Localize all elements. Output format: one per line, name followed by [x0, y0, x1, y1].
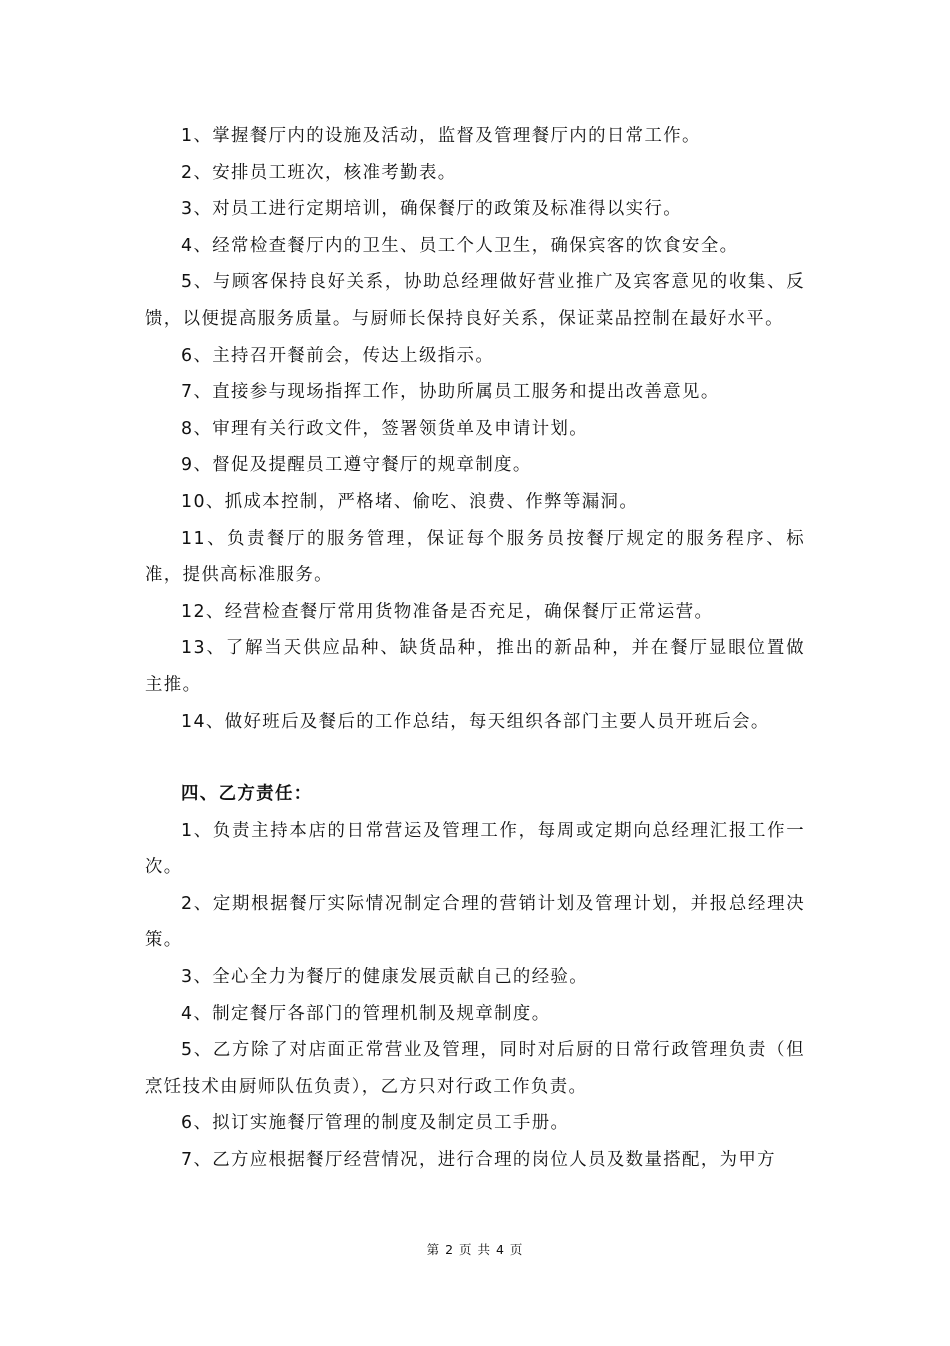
duties-list [145, 118, 805, 740]
duty-item-6: 6、主持召开餐前会，传达上级指示。 [181, 345, 495, 366]
duty-item-4: 4、经常检查餐厅内的卫生、员工个人卫生，确保宾客的饮食安全。 [181, 235, 739, 256]
duty-item-13: 13、了解当天供应品种、缺货品种，推出的新品种，并在餐厅显眼位置做主推。 [145, 638, 805, 695]
party-b-item-1: 1、负责主持本店的日常营运及管理工作，每周或定期向总经理汇报工作一次。 [145, 820, 805, 878]
duty-item-11: 11、负责餐厅的服务管理，保证每个服务员按餐厅规定的服务程序、标准，提供高标准服务。 [145, 528, 805, 586]
duty-item-5: 5、与顾客保持良好关系，协助总经理做好营业推广及宾客意见的收集、反馈，以便提高服务质量。与厨师长保持良好关系，保证菜品控制在最好水平。 [145, 272, 805, 329]
duty-item-3: 3、对员工进行定期培训，确保餐厅的政策及标准得以实行。 [181, 199, 683, 220]
section-heading-party-b: 四、乙方责任： [181, 784, 313, 805]
party-b-item-6: 6、拟订实施餐厅管理的制度及制定员工手册。 [181, 1113, 570, 1134]
party-b-item-5: 5、乙方除了对店面正常营业及管理，同时对后厨的日常行政管理负责（但烹饪技术由厨师队伍负责），乙方只对行政工作负责。 [145, 1040, 805, 1097]
party-b-item-3: 3、全心全力为餐厅的健康发展贡献自己的经验。 [181, 967, 589, 988]
duty-item-7: 7、直接参与现场指挥工作，协助所属员工服务和提出改善意见。 [181, 382, 720, 403]
document-body [145, 118, 805, 1179]
party-b-item-2: 2、定期根据餐厅实际情况制定合理的营销计划及管理计划，并报总经理决策。 [145, 893, 805, 951]
duty-item-2: 2、安排员工班次，核准考勤表。 [181, 162, 457, 183]
duty-item-8: 8、审理有关行政文件，签署领货单及申请计划。 [181, 418, 589, 439]
page-footer [0, 1240, 950, 1258]
duty-item-10: 10、抓成本控制，严格堵、偷吃、浪费、作弊等漏洞。 [181, 491, 639, 512]
duty-item-14: 14、做好班后及餐后的工作总结，每天组织各部门主要人员开班后会。 [181, 711, 770, 732]
page-number-label: 第 2 页 共 4 页 [426, 1242, 524, 1257]
party-b-item-7: 7、乙方应根据餐厅经营情况，进行合理的岗位人员及数量搭配，为甲方 [181, 1150, 776, 1171]
party-b-list [145, 813, 805, 1179]
party-b-item-4: 4、制定餐厅各部门的管理机制及规章制度。 [181, 1003, 551, 1024]
duty-item-9: 9、督促及提醒员工遵守餐厅的规章制度。 [181, 455, 532, 476]
duty-item-1: 1、掌握餐厅内的设施及活动，监督及管理餐厅内的日常工作。 [181, 126, 701, 146]
duty-item-12: 12、经营检查餐厅常用货物准备是否充足，确保餐厅正常运营。 [181, 601, 714, 622]
